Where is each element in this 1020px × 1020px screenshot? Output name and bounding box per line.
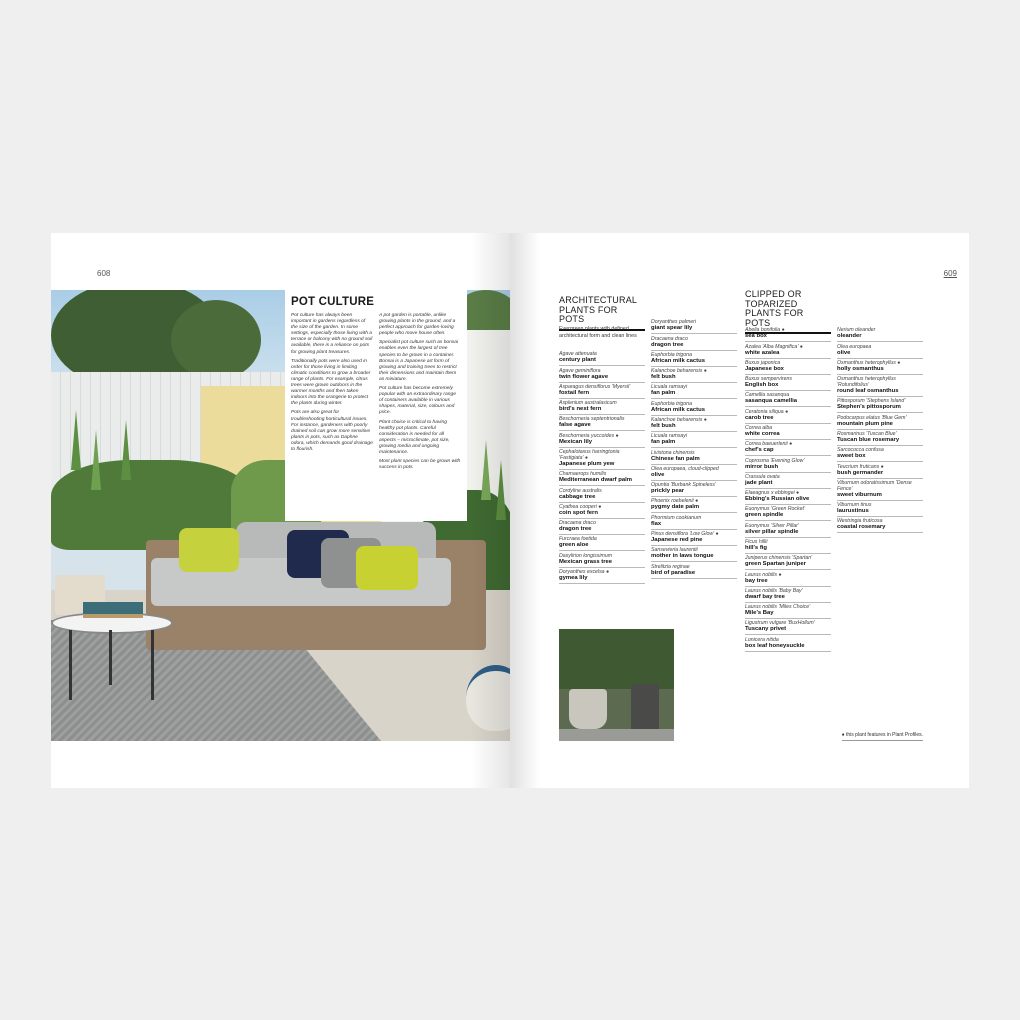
plant-entry: [651, 497, 737, 513]
plant-entry: [745, 505, 831, 521]
botanical-name: Laurus nobilis 'Miles Choice': [745, 604, 811, 611]
common-name: hill's fig: [745, 544, 768, 551]
common-name: bird's nest fern: [559, 406, 602, 413]
botanical-name: Opuntia 'Burbank Spineless': [651, 482, 716, 489]
botanical-name: Rosmarinus 'Tuscan Blue': [837, 430, 897, 437]
common-name: green aloe: [559, 542, 589, 549]
botanical-name: Phoenix roebelenii ●: [651, 498, 699, 505]
botanical-name: Abelia bonifolia ●: [745, 327, 785, 334]
plant-entry: [559, 399, 645, 415]
common-name: carob tree: [745, 414, 774, 421]
text-column-1: [291, 313, 373, 474]
common-name: fan palm: [651, 390, 676, 397]
common-name: dragon tree: [559, 526, 592, 533]
botanical-name: Correa baeuerlenii ●: [745, 441, 793, 448]
common-name: Tuscan blue rosemary: [837, 436, 900, 443]
botanical-name: Pinus densiflora 'Low Glow' ●: [651, 530, 719, 537]
common-name: prickly pear: [651, 488, 685, 495]
common-name: African milk cactus: [651, 357, 706, 364]
plant-entry: [651, 399, 737, 415]
plant-entry: [559, 431, 645, 447]
plant-entry: [559, 568, 645, 584]
plant-entry: [745, 342, 831, 358]
plant-entry: [559, 415, 645, 431]
common-name: twin flower agave: [559, 373, 609, 380]
plant-entry: [745, 424, 831, 440]
botanical-name: Livistona chinensis: [651, 449, 695, 456]
common-name: oleander: [837, 333, 862, 340]
common-name: coin spot fern: [559, 509, 598, 516]
common-name: Mediterranean dwarf palm: [559, 477, 632, 484]
common-name: bush germander: [837, 469, 884, 476]
common-name: Mexican grass tree: [559, 558, 613, 565]
common-name: sweet box: [837, 453, 866, 460]
plant-entry: [837, 501, 923, 517]
paragraph: Pots are also great for troubleshooting horticultural issues. For instance, gardeners with poorly drained soil can grow more sensitive plants in pots, such as Daphne odora, which demands good drainage to flourish.: [291, 410, 373, 452]
botanical-name: Laurus nobilis 'Baby Bay': [745, 587, 803, 594]
botanical-name: Agave geminiflora: [559, 367, 601, 374]
clipped-list-a: [745, 326, 831, 652]
common-name: silver pillar spindle: [745, 528, 799, 535]
plant-entry: [651, 334, 737, 350]
common-name: bay tree: [745, 577, 768, 584]
plant-entry: [837, 430, 923, 446]
paragraph: A pot garden is portable, unlike growing plants in the ground, and a perfect approach for garden-loving people who move house often.: [379, 313, 456, 337]
botanical-name: Cyathea cooperi ●: [559, 503, 602, 510]
botanical-name: Strelitzia reginae: [651, 563, 690, 570]
common-name: flax: [651, 520, 662, 527]
common-name: Japanese red pine: [651, 536, 703, 543]
botanical-name: Osmanthus heterophyllus ●: [837, 359, 901, 366]
botanical-name: Viburnum odoratissimum 'Dense Fence': [837, 479, 912, 492]
botanical-name: Dracaena draco: [559, 520, 596, 527]
botanical-name: Sansevieria laurentii: [651, 547, 698, 554]
plant-entry: [745, 587, 831, 603]
botanical-name: Azalea 'Alba Magnifica' ●: [745, 343, 803, 350]
plant-entry: [559, 470, 645, 486]
plant-entry: [651, 383, 737, 399]
architectural-heading: ARCHITECTURAL PLANTS FOR POTS: [559, 296, 645, 331]
common-name: sweet viburnum: [837, 491, 882, 498]
plant-entry: [651, 318, 737, 334]
common-name: English box: [745, 382, 779, 389]
botanical-name: Euphorbia trigona: [651, 351, 692, 358]
plant-entry: [651, 546, 737, 562]
text-column-2: [379, 313, 461, 474]
common-name: Mile's Bay: [745, 610, 774, 617]
plant-entry: [651, 448, 737, 464]
common-name: Stephen's pittosporum: [837, 404, 901, 411]
botanical-name: Doryanthes excelsa ●: [559, 568, 610, 575]
common-name: green Spartan juniper: [745, 561, 806, 568]
botanical-name: Coprosma 'Evening Glow': [745, 457, 805, 464]
botanical-name: Euonymus 'Green Rocket': [745, 506, 805, 513]
botanical-name: Kalanchoe beharensis ●: [651, 416, 707, 423]
botanical-name: Phormium cookianum: [651, 514, 702, 521]
common-name: mother in laws tongue: [651, 553, 714, 560]
plant-entry: [745, 440, 831, 456]
botanical-name: Furcraea foetida: [559, 536, 597, 543]
botanical-name: Cordyline australis: [559, 487, 602, 494]
botanical-name: Agave attenuata: [559, 351, 597, 358]
botanical-name: Ligustrum vulgare 'BuxHollum': [745, 620, 815, 627]
plant-entry: [651, 416, 737, 432]
botanical-name: Elaeagnus x ebbingei ●: [745, 490, 800, 497]
common-name: white azalea: [745, 349, 780, 356]
common-name: Tuscany privet: [745, 626, 787, 633]
plant-entry: [745, 359, 831, 375]
plant-entry: [745, 619, 831, 635]
common-name: felt bush: [651, 422, 676, 429]
plant-entry: [837, 342, 923, 358]
botanical-name: Westringia fruticosa: [837, 518, 883, 525]
plant-entry: [745, 407, 831, 423]
common-name: coastal rosemary: [837, 524, 886, 531]
plant-entry: [745, 521, 831, 537]
botanical-name: Asplenium australasicum: [559, 400, 617, 407]
plant-entry: [559, 350, 645, 366]
botanical-name: Crassula ovata: [745, 473, 780, 480]
botanical-name: Euphorbia trigona: [651, 400, 692, 407]
botanical-name: Beschorneria septentrionalis: [559, 416, 625, 423]
common-name: dwarf bay tree: [745, 593, 785, 600]
botanical-name: Teucrium fruticans ●: [837, 463, 884, 470]
common-name: mirror bush: [745, 463, 779, 470]
common-name: pygmy date palm: [651, 504, 700, 511]
paragraph: Specialist pot culture such as bonsai enables even the largest of tree species to be grown in a container. Bonsai is a Japanese art form of growing and training trees to restrict their dimensions and maintain them as miniature.: [379, 340, 459, 382]
clipped-heading: CLIPPED OR TOPARIZED PLANTS FOR POTS: [745, 290, 831, 334]
plant-entry: [745, 570, 831, 586]
botanical-name: Sarcococca confusa: [837, 447, 884, 454]
common-name: green spindle: [745, 512, 784, 519]
botanical-name: Buxus japonica: [745, 359, 781, 366]
plant-entry: [745, 635, 831, 651]
plant-entry: [745, 391, 831, 407]
architectural-list-b: [651, 318, 737, 579]
paragraph: Plant choice is critical to having healthy pot plants. Careful consideration is needed for all aspects – microclimate, pot size, growing media and ongoing maintenance.: [379, 419, 450, 455]
plant-entry: [559, 535, 645, 551]
botanical-name: Olea europaea, cloud-clipped: [651, 465, 719, 472]
plant-entry: [745, 456, 831, 472]
botanical-name: Licuala ramsayi: [651, 384, 688, 391]
botanical-name: Ceratonia siliqua ●: [745, 408, 789, 415]
botanical-name: Buxus sempervirens: [745, 376, 792, 383]
common-name: white correa: [745, 430, 780, 437]
botanical-name: Nerium oleander: [837, 327, 876, 334]
plant-entry: [651, 432, 737, 448]
plant-entry: [745, 326, 831, 342]
plant-entry: [559, 503, 645, 519]
plant-entry: [745, 473, 831, 489]
paragraph: Most plant species can be grown with success in pots.: [379, 459, 461, 471]
common-name: laurustinus: [837, 508, 869, 515]
paragraph: Pot culture has become extremely popular with an extraordinary range of containers available in various shapes, material, size, colours and price.: [379, 386, 456, 416]
plant-entry: [837, 479, 923, 501]
left-page: [51, 233, 510, 788]
plant-entry: [745, 489, 831, 505]
plant-entry: [651, 351, 737, 367]
plant-entry: [651, 513, 737, 529]
page-number-right: 609: [943, 269, 957, 278]
common-name: round leaf osmanthus: [837, 388, 899, 395]
common-name: felt bush: [651, 374, 676, 381]
architectural-list-a: [559, 350, 645, 584]
botanical-name: Viburnum tinus: [837, 502, 872, 509]
common-name: olive: [651, 471, 665, 478]
book-spread: [51, 233, 969, 788]
plant-entry: [837, 397, 923, 413]
botanical-name: Chamaerops humilis: [559, 471, 607, 478]
common-name: false agave: [559, 422, 591, 429]
common-name: gymea lily: [559, 574, 588, 581]
plant-entry: [651, 481, 737, 497]
plant-entry: [651, 465, 737, 481]
common-name: giant spear lily: [651, 325, 693, 332]
plant-entry: [745, 538, 831, 554]
plant-entry: [559, 519, 645, 535]
plant-entry: [559, 366, 645, 382]
common-name: Japanese plum yew: [559, 460, 615, 467]
potted-plants-photo: [559, 629, 674, 741]
common-name: dragon tree: [651, 341, 684, 348]
common-name: box leaf honeysuckle: [745, 642, 805, 649]
paragraph: Traditionally pots were also used in order for those living in limiting climatic conditions to grow a broader range of plants. For example, citrus trees were grown outdoors in the warmer months and then taken indoors into the orangerie to protect the plants during winter.: [291, 358, 371, 407]
plant-entry: [837, 413, 923, 429]
botanical-name: Asparagus densiflorus 'Myersii': [559, 383, 631, 390]
common-name: African milk cactus: [651, 406, 706, 413]
footnote: ● this plant features in Plant Profiles.: [842, 732, 923, 741]
botanical-name: Camellia sasanqua: [745, 392, 790, 399]
botanical-name: Podocarpus elatus 'Blue Gem': [837, 414, 907, 421]
botanical-name: Doryanthes palmeri: [651, 319, 696, 326]
common-name: sea box: [745, 333, 767, 340]
plant-entry: [745, 375, 831, 391]
botanical-name: Laurus nobilis ●: [745, 571, 782, 578]
botanical-name: Lonicera nitida: [745, 636, 779, 643]
botanical-name: Dracaena draco: [651, 335, 688, 342]
plant-entry: [651, 367, 737, 383]
plant-entry: [837, 446, 923, 462]
architectural-intro: Evergreen plants with defined architectural form and clean lines: [559, 326, 637, 339]
botanical-name: Correa alba: [745, 424, 773, 431]
plant-entry: [837, 462, 923, 478]
page-title: POT CULTURE: [291, 296, 375, 308]
common-name: holly osmanthus: [837, 365, 884, 372]
common-name: bird of paradise: [651, 569, 696, 576]
page-number-left: 608: [97, 269, 111, 278]
common-name: foxtail fern: [559, 389, 590, 396]
botanical-name: Dasylirion longissimum: [559, 552, 613, 559]
right-page: [510, 233, 969, 788]
botanical-name: Pittosporum 'Stephens Island': [837, 398, 906, 405]
plant-entry: [559, 486, 645, 502]
plant-entry: [837, 326, 923, 342]
plant-entry: [651, 562, 737, 578]
botanical-name: Cephalotaxus harringtonia 'Fastigiata' ●: [559, 448, 620, 461]
botanical-name: Beschorneria yuccoides ●: [559, 432, 619, 439]
botanical-name: Licuala ramsayi: [651, 433, 688, 440]
common-name: chef's cap: [745, 447, 774, 454]
common-name: Ebbing's Russian olive: [745, 496, 810, 503]
common-name: cabbage tree: [559, 493, 596, 500]
botanical-name: Osmanthus heterophyllus 'Rotundifolius': [837, 376, 896, 389]
intro-text-box: [285, 290, 467, 521]
plant-entry: [837, 359, 923, 375]
common-name: sasanqua camellia: [745, 398, 798, 405]
plant-entry: [837, 517, 923, 533]
plant-entry: [559, 551, 645, 567]
common-name: Mexican lily: [559, 438, 593, 445]
plant-entry: [745, 554, 831, 570]
plant-entry: [745, 603, 831, 619]
plant-entry: [837, 375, 923, 397]
botanical-name: Olea europaea: [837, 343, 872, 350]
common-name: Chinese fan palm: [651, 455, 700, 462]
botanical-name: Kalanchoe beharensis ●: [651, 368, 707, 375]
plant-entry: [651, 530, 737, 546]
common-name: fan palm: [651, 439, 676, 446]
common-name: mountain plum pine: [837, 420, 893, 427]
clipped-list-b: [837, 326, 923, 533]
common-name: olive: [837, 349, 851, 356]
botanical-name: Ficus hillii: [745, 538, 768, 545]
paragraph: Pot culture has always been important in gardens regardless of the size of the garden. In some settings, especially those living with a terrace or balcony with no ground soil available, there is a reliance on pots for growing plant treasures.: [291, 313, 373, 355]
common-name: Japanese box: [745, 365, 784, 372]
plant-entry: [559, 383, 645, 399]
common-name: century plant: [559, 357, 596, 364]
plant-entry: [559, 448, 645, 470]
botanical-name: Euonymus 'Silver Pillar': [745, 522, 799, 529]
common-name: jade plant: [745, 479, 773, 486]
botanical-name: Juniperus chinensis 'Spartan': [745, 555, 813, 562]
